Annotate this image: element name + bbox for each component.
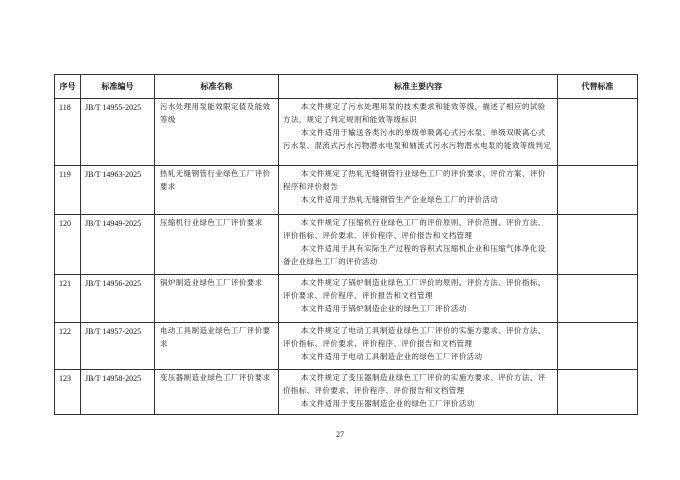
- standards-table: [54, 74, 638, 415]
- header-name: 标准名称: [155, 75, 279, 99]
- row-number: 123: [55, 370, 81, 415]
- standard-code: JB/T 14956-2025: [81, 275, 155, 323]
- content-paragraph: 本文件适用于热轧无缝钢管生产企业绿色工厂的评价活动: [301, 195, 499, 204]
- content-paragraph: 本文件规定了变压器制造业绿色工厂评价的实施方要求、评价方法、评价指标、评价要求、评价程序、评价报告和文档管理: [283, 373, 546, 395]
- table-row: [55, 166, 638, 215]
- standard-name: 电动工具制造业绿色工厂评价要求: [155, 323, 279, 370]
- header-no: 序号: [55, 75, 81, 99]
- header-replaces: 代替标准: [558, 75, 638, 99]
- header-code: 标准编号: [81, 75, 155, 99]
- row-number: 118: [55, 99, 81, 166]
- standard-name: 压缩机行业绿色工厂评价要求: [155, 215, 279, 275]
- replaced-standard: [558, 370, 638, 415]
- standard-code: JB/T 14963-2025: [81, 166, 155, 215]
- standard-name: 锅炉制造业绿色工厂评价要求: [155, 275, 279, 323]
- content-paragraph: 本文件适用于变压器制造企业的绿色工厂评价活动: [301, 399, 475, 408]
- standard-code: JB/T 14949-2025: [81, 215, 155, 275]
- standard-code: JB/T 14957-2025: [81, 323, 155, 370]
- replaced-standard: [558, 323, 638, 370]
- table-row: [55, 215, 638, 275]
- table-row: [55, 370, 638, 415]
- standard-content: [279, 166, 558, 215]
- row-number: 120: [55, 215, 81, 275]
- replaced-standard: [558, 275, 638, 323]
- standard-content: [279, 370, 558, 415]
- standard-content: [279, 275, 558, 323]
- standard-name: 变压器制造业绿色工厂评价要求: [155, 370, 279, 415]
- row-number: 122: [55, 323, 81, 370]
- standard-code: JB/T 14958-2025: [81, 370, 155, 415]
- content-paragraph: 本文件适用于锅炉制造企业的绿色工厂评价活动: [301, 304, 467, 313]
- table-header-row: [55, 75, 638, 99]
- replaced-standard: [558, 99, 638, 166]
- row-number: 119: [55, 166, 81, 215]
- standard-name: 污水处理用泵能效限定值及能效等级: [155, 99, 279, 166]
- table-row: [55, 323, 638, 370]
- content-paragraph: 本文件适用于输送各类污水的单级单吸离心式污水泵、单级双吸离心式污水泵、混流式污水污物潜水电泵和轴流式污水污物潜水电泵的能效等级判定: [283, 128, 552, 150]
- table-row: [55, 99, 638, 166]
- replaced-standard: [558, 166, 638, 215]
- replaced-standard: [558, 215, 638, 275]
- content-paragraph: 本文件规定了热轧无缝钢管行业绿色工厂的评价要求、评价方案、评价程序和评价报告: [283, 169, 546, 191]
- standard-code: JB/T 14955-2025: [81, 99, 155, 166]
- standard-content: [279, 215, 558, 275]
- row-number: 121: [55, 275, 81, 323]
- content-paragraph: 本文件规定了电动工具制造业绿色工厂评价的实施方要求、评价方法、评价指标、评价要求、评价程序、评价报告和文档管理: [283, 326, 546, 348]
- page-number: 27: [336, 430, 344, 439]
- standard-content: [279, 99, 558, 166]
- header-content: 标准主要内容: [279, 75, 558, 99]
- content-paragraph: 本文件适用于电动工具制造企业的绿色工厂评价活动: [301, 352, 483, 361]
- content-paragraph: 本文件规定了污水处理用泵的技术要求和能效等级，描述了相应的试验方法，规定了判定规则和能效等级标识: [283, 102, 546, 124]
- content-paragraph: 本文件规定了锅炉制造业绿色工厂评价的原则、评价方法、评价指标、评价要求、评价程序、评价报告和文档管理: [283, 278, 546, 300]
- content-paragraph: 本文件规定了压缩机行业绿色工厂的评价原则、评价范围、评价方法、评价指标、评价要求、评价程序、评价报告和文档管理: [283, 218, 546, 240]
- standard-name: 热轧无缝钢管行业绿色工厂评价要求: [155, 166, 279, 215]
- table-row: [55, 275, 638, 323]
- standard-content: [279, 323, 558, 370]
- content-paragraph: 本文件适用于具有实际生产过程的容积式压缩机企业和压缩气体净化设备企业绿色工厂的评价活动: [283, 244, 546, 266]
